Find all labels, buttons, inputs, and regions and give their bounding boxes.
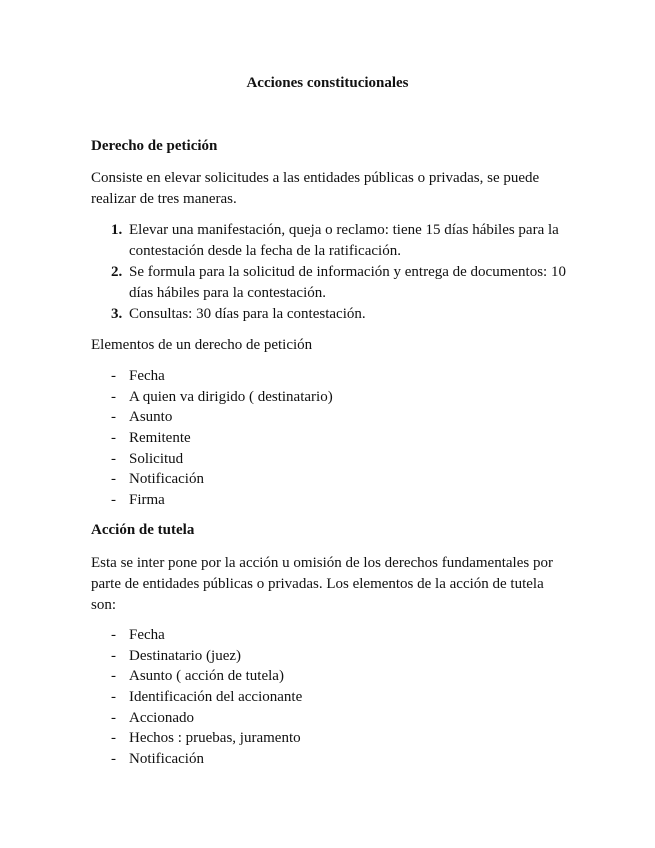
dash-marker: -: [111, 388, 116, 405]
list-item: [91, 387, 541, 408]
list-item: [91, 708, 541, 729]
dash-marker: -: [111, 430, 116, 447]
dash-marker: -: [111, 627, 116, 643]
list-item: [91, 366, 541, 387]
list-item-text: Notificación: [129, 471, 204, 488]
section-heading-accion-tutela: Acción de tutela: [91, 522, 195, 538]
list-item-text: Asunto ( acción de tutela): [129, 668, 284, 685]
dash-marker: -: [111, 492, 116, 509]
list-item-text: Remitente: [129, 430, 191, 447]
numbered-list-modalidades: [91, 220, 571, 325]
page-title: Acciones constitucionales: [246, 75, 409, 91]
list-item: [91, 262, 571, 304]
paragraph-accion-tutela-intro: Esta se inter pone por la acción u omisión de los derechos fundamentales por parte de entidades públicas o privadas. Los elementos de la acción de tutela son:: [91, 555, 553, 613]
list-item: [91, 625, 541, 646]
dash-marker: -: [111, 450, 116, 467]
dash-list-elementos-peticion: [91, 366, 541, 511]
dash-marker: -: [111, 471, 116, 488]
list-number: 3.: [111, 306, 123, 322]
list-number: 2.: [111, 264, 123, 280]
list-item: [91, 666, 541, 687]
list-item: [91, 749, 541, 770]
list-item: [91, 490, 541, 511]
list-item-text: A quien va dirigido ( destinatario): [129, 388, 333, 405]
list-item-text: Fecha: [129, 627, 165, 643]
list-item-text: Elevar una manifestación, queja o reclamo: tiene 15 días hábiles para la contestación desde la fecha de la ratificación.: [129, 222, 559, 259]
dash-marker: -: [111, 730, 116, 747]
dash-marker: -: [111, 368, 116, 384]
list-item: [91, 304, 571, 325]
list-item-text: Firma: [129, 492, 165, 509]
list-item-text: Consultas: 30 días para la contestación.: [129, 306, 366, 322]
dash-marker: -: [111, 647, 116, 664]
list-item-text: Fecha: [129, 368, 165, 384]
dash-marker: -: [111, 751, 116, 768]
list-item-text: Destinatario (juez): [129, 647, 242, 664]
list-item: [91, 428, 541, 449]
list-item-text: Solicitud: [129, 450, 184, 467]
section-heading-derecho-peticion: Derecho de petición: [91, 138, 218, 154]
list-item-text: Hechos : pruebas, juramento: [129, 730, 301, 747]
list-item: [91, 687, 541, 708]
list-item-text: Asunto: [129, 409, 173, 426]
list-item: [91, 407, 541, 428]
dash-marker: -: [111, 668, 116, 685]
list-number: 1.: [111, 222, 123, 238]
paragraph-derecho-peticion-intro: Consiste en elevar solicitudes a las entidades públicas o privadas, se puede realizar de tres maneras.: [91, 170, 540, 207]
list-item: [91, 449, 541, 470]
dash-list-elementos-tutela: [91, 625, 541, 770]
list-item-text: Accionado: [129, 709, 194, 726]
list-item-text: Notificación: [129, 751, 204, 768]
list-item-text: Se formula para la solicitud de información y entrega de documentos: 10 días hábiles para la contestación.: [129, 264, 566, 301]
dash-marker: -: [111, 409, 116, 426]
list-item: [91, 220, 571, 262]
dash-marker: -: [111, 709, 116, 726]
dash-marker: -: [111, 689, 116, 706]
list-item: [91, 728, 541, 749]
list-item: [91, 646, 541, 667]
list-item: [91, 469, 541, 490]
list-item-text: Identificación del accionante: [129, 689, 303, 706]
paragraph-elementos-peticion: Elementos de un derecho de petición: [91, 337, 313, 353]
